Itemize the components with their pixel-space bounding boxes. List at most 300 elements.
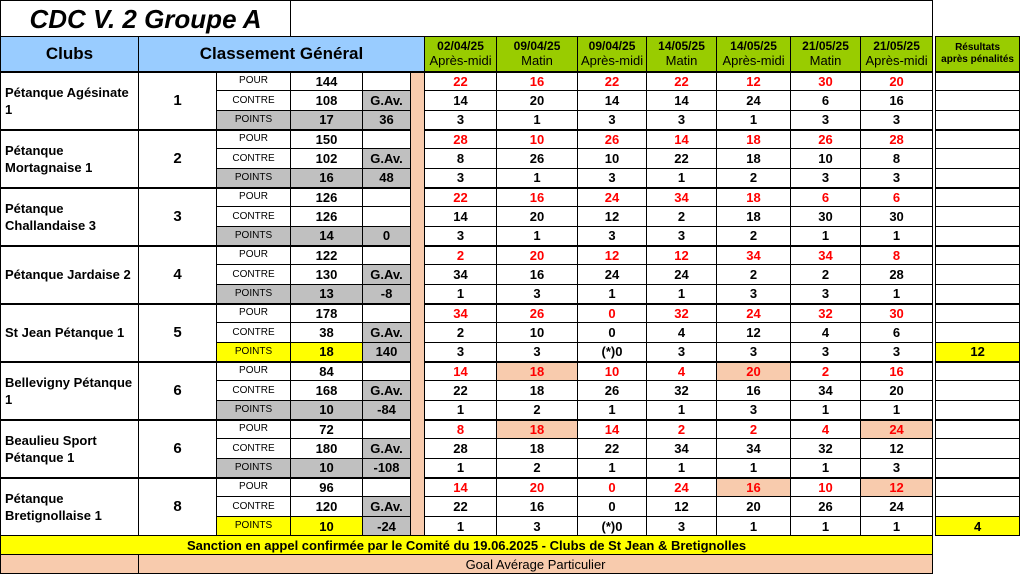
team-7-contre-total: 180 <box>291 439 363 459</box>
round-6-header <box>791 37 861 72</box>
team-8-round-2-points: 3 <box>497 517 578 536</box>
team-8-gav-label: G.Av. <box>363 497 411 517</box>
team-3-round-4-contre: 2 <box>647 207 717 227</box>
team-4-round-3-pour: 12 <box>578 246 647 265</box>
round-2-session: Matin <box>521 53 553 69</box>
team-4-pour-label: POUR <box>217 246 291 265</box>
team-2-round-6-points: 3 <box>791 169 861 188</box>
team-6-rank: 6 <box>139 362 217 420</box>
team-5-round-4-points: 3 <box>647 343 717 362</box>
team-2-round-2-contre: 26 <box>497 149 578 169</box>
team-6-gav-blank <box>363 362 411 381</box>
team-3-round-7-pour: 6 <box>861 188 933 207</box>
team-2-round-7-pour: 28 <box>861 130 933 149</box>
team-1-round-6-pour: 30 <box>791 72 861 91</box>
team-5-rank: 5 <box>139 304 217 362</box>
team-1-round-2-pour: 16 <box>497 72 578 91</box>
team-8-round-1-contre: 22 <box>425 497 497 517</box>
team-7-round-6-contre: 32 <box>791 439 861 459</box>
team-5-points-total: 18 <box>291 343 363 362</box>
team-5-round-5-points: 3 <box>717 343 791 362</box>
team-7-round-2-contre: 18 <box>497 439 578 459</box>
team-5-contre-total: 38 <box>291 323 363 343</box>
round-4-date: 14/05/25 <box>658 39 705 54</box>
team-4-rank: 4 <box>139 246 217 304</box>
team-1-round-4-points: 3 <box>647 111 717 130</box>
team-1-round-6-contre: 6 <box>791 91 861 111</box>
team-1-pour-total: 144 <box>291 72 363 91</box>
team-7-gav-label: G.Av. <box>363 439 411 459</box>
team-5-round-1-contre: 2 <box>425 323 497 343</box>
team-2-goal-average: 48 <box>363 169 411 188</box>
team-2-round-5-points: 2 <box>717 169 791 188</box>
team-8-round-7-contre: 24 <box>861 497 933 517</box>
team-6-round-6-pour: 2 <box>791 362 861 381</box>
team-8-round-2-pour: 20 <box>497 478 578 497</box>
team-5-contre-label: CONTRE <box>217 323 291 343</box>
team-3-round-7-points: 1 <box>861 227 933 246</box>
team-7-round-4-pour: 2 <box>647 420 717 439</box>
team-1-round-4-contre: 14 <box>647 91 717 111</box>
round-1-date: 02/04/25 <box>437 39 484 54</box>
team-4-penalty-result-points <box>936 285 1020 304</box>
sanction-note: Sanction en appel confirmée par le Comité du 19.06.2025 - Clubs de St Jean & Bretignolles <box>1 536 933 555</box>
team-2-round-5-contre: 18 <box>717 149 791 169</box>
team-2-round-4-points: 1 <box>647 169 717 188</box>
team-5-round-5-contre: 12 <box>717 323 791 343</box>
sanction-empty-area <box>933 536 1020 555</box>
team-3-round-5-contre: 18 <box>717 207 791 227</box>
round-5-date: 14/05/25 <box>730 39 777 54</box>
team-2-round-4-pour: 14 <box>647 130 717 149</box>
team-3-round-5-pour: 18 <box>717 188 791 207</box>
team-6-contre-label: CONTRE <box>217 381 291 401</box>
team-5-gav-label: G.Av. <box>363 323 411 343</box>
team-5-round-6-pour: 32 <box>791 304 861 323</box>
team-7-club-name: Beaulieu Sport Pétanque 1 <box>1 420 139 478</box>
team-5-club-name: St Jean Pétanque 1 <box>1 304 139 362</box>
round-6-date: 21/05/25 <box>802 39 849 54</box>
team-4-club-name: Pétanque Jardaise 2 <box>1 246 139 304</box>
team-7-round-5-pour: 2 <box>717 420 791 439</box>
team-4-round-2-points: 3 <box>497 285 578 304</box>
team-5-goal-average: 140 <box>363 343 411 362</box>
team-6-round-1-points: 1 <box>425 401 497 420</box>
footer-body <box>1 536 1020 574</box>
team-8-penalty-result-contre <box>936 497 1020 517</box>
team-4-round-5-pour: 34 <box>717 246 791 265</box>
team-3-goal-average: 0 <box>363 227 411 246</box>
team-3-round-6-contre: 30 <box>791 207 861 227</box>
team-8-gav-blank <box>363 478 411 497</box>
team-8-round-6-contre: 26 <box>791 497 861 517</box>
team-3-gav-blank <box>363 188 411 207</box>
team-4-contre-label: CONTRE <box>217 265 291 285</box>
team-3-contre-total: 126 <box>291 207 363 227</box>
team-3-round-1-points: 3 <box>425 227 497 246</box>
team-4-round-5-points: 3 <box>717 285 791 304</box>
sheet-title: CDC V. 2 Groupe A <box>1 1 291 37</box>
team-3-round-1-pour: 22 <box>425 188 497 207</box>
team-5-penalty-result-pour <box>936 304 1020 323</box>
team-5-round-6-points: 3 <box>791 343 861 362</box>
team-7-points-total: 10 <box>291 459 363 478</box>
team-1-points-label: POINTS <box>217 111 291 130</box>
team-7-round-5-contre: 34 <box>717 439 791 459</box>
team-2-round-7-points: 3 <box>861 169 933 188</box>
team-1-round-6-points: 3 <box>791 111 861 130</box>
team-8-round-2-contre: 16 <box>497 497 578 517</box>
goal-average-empty-area <box>933 555 1020 574</box>
team-3-round-2-points: 1 <box>497 227 578 246</box>
team-2-round-6-pour: 26 <box>791 130 861 149</box>
team-2-contre-label: CONTRE <box>217 149 291 169</box>
team-1-contre-label: CONTRE <box>217 91 291 111</box>
team-5-pour-total: 178 <box>291 304 363 323</box>
team-6-round-3-contre: 26 <box>578 381 647 401</box>
team-5-round-2-pour: 26 <box>497 304 578 323</box>
team-1-round-1-pour: 22 <box>425 72 497 91</box>
team-4-points-label: POINTS <box>217 285 291 304</box>
team-4-round-7-points: 1 <box>861 285 933 304</box>
round-5-header <box>717 37 791 72</box>
team-7-points-label: POINTS <box>217 459 291 478</box>
team-6-pour-label: POUR <box>217 362 291 381</box>
team-3-round-4-pour: 34 <box>647 188 717 207</box>
team-5-pour-label: POUR <box>217 304 291 323</box>
team-7-penalty-result-points <box>936 459 1020 478</box>
team-2-points-total: 16 <box>291 169 363 188</box>
team-5-round-7-pour: 30 <box>861 304 933 323</box>
title-blank-box <box>291 1 933 37</box>
team-4-round-3-points: 1 <box>578 285 647 304</box>
team-1-round-3-pour: 22 <box>578 72 647 91</box>
team-7-round-1-pour: 8 <box>425 420 497 439</box>
goal-average-note: Goal Avérage Particulier <box>139 555 933 574</box>
team-4-pour-row <box>1 246 1020 265</box>
team-8-round-1-points: 1 <box>425 517 497 536</box>
team-3-round-3-pour: 24 <box>578 188 647 207</box>
team-8-round-4-points: 3 <box>647 517 717 536</box>
team-4-round-6-contre: 2 <box>791 265 861 285</box>
team-1-round-5-points: 1 <box>717 111 791 130</box>
team-8-round-3-contre: 0 <box>578 497 647 517</box>
team-8-pour-label: POUR <box>217 478 291 497</box>
team-1-round-7-contre: 16 <box>861 91 933 111</box>
team-3-round-6-pour: 6 <box>791 188 861 207</box>
team-8-rank: 8 <box>139 478 217 536</box>
title-empty-area <box>933 1 1020 37</box>
team-1-round-3-contre: 14 <box>578 91 647 111</box>
team-4-goal-average: -8 <box>363 285 411 304</box>
team-8-penalty-result-pour <box>936 478 1020 497</box>
team-5-round-7-points: 3 <box>861 343 933 362</box>
penalty-results-header <box>936 37 1020 72</box>
team-5-round-7-contre: 6 <box>861 323 933 343</box>
team-6-round-6-points: 1 <box>791 401 861 420</box>
team-8-round-4-pour: 24 <box>647 478 717 497</box>
team-2-penalty-result-contre <box>936 149 1020 169</box>
team-6-round-2-points: 2 <box>497 401 578 420</box>
clubs-header: Clubs <box>1 37 139 72</box>
goal-average-row <box>1 555 1020 574</box>
header-row <box>1 37 1020 72</box>
team-5-round-5-pour: 24 <box>717 304 791 323</box>
team-2-round-7-contre: 8 <box>861 149 933 169</box>
team-8-goal-average: -24 <box>363 517 411 536</box>
team-4-points-total: 13 <box>291 285 363 304</box>
team-5-round-3-pour: 0 <box>578 304 647 323</box>
round-7-date: 21/05/25 <box>873 39 920 54</box>
team-3-pour-label: POUR <box>217 188 291 207</box>
team-7-round-5-points: 1 <box>717 459 791 478</box>
team-2-pour-row <box>1 130 1020 149</box>
team-4-round-4-points: 1 <box>647 285 717 304</box>
team-8-round-4-contre: 12 <box>647 497 717 517</box>
team-1-round-2-contre: 20 <box>497 91 578 111</box>
team-4-round-6-points: 3 <box>791 285 861 304</box>
team-7-rank: 6 <box>139 420 217 478</box>
team-7-goal-average: -108 <box>363 459 411 478</box>
team-2-penalty-result-pour <box>936 130 1020 149</box>
team-3-round-2-contre: 20 <box>497 207 578 227</box>
team-1-penalty-result-points <box>936 111 1020 130</box>
team-1-round-2-points: 1 <box>497 111 578 130</box>
team-7-round-3-contre: 22 <box>578 439 647 459</box>
team-3-round-3-contre: 12 <box>578 207 647 227</box>
team-3-penalty-result-contre <box>936 207 1020 227</box>
team-3-rank: 3 <box>139 188 217 246</box>
team-6-round-5-contre: 16 <box>717 381 791 401</box>
team-8-round-7-pour: 12 <box>861 478 933 497</box>
round-3-session: Après-midi <box>580 53 644 69</box>
team-3-round-3-points: 3 <box>578 227 647 246</box>
team-6-round-7-pour: 16 <box>861 362 933 381</box>
team-7-gav-blank <box>363 420 411 439</box>
team-1-round-1-contre: 14 <box>425 91 497 111</box>
team-4-round-2-pour: 20 <box>497 246 578 265</box>
round-2-header <box>497 37 578 72</box>
team-5-round-2-contre: 10 <box>497 323 578 343</box>
team-6-round-3-points: 1 <box>578 401 647 420</box>
team-4-round-1-contre: 34 <box>425 265 497 285</box>
team-8-points-label: POINTS <box>217 517 291 536</box>
team-2-round-2-pour: 10 <box>497 130 578 149</box>
team-6-round-4-contre: 32 <box>647 381 717 401</box>
team-5-round-1-points: 3 <box>425 343 497 362</box>
team-2-pour-total: 150 <box>291 130 363 149</box>
team-6-penalty-result-points <box>936 401 1020 420</box>
team-2-round-2-points: 1 <box>497 169 578 188</box>
team-4-penalty-result-pour <box>936 246 1020 265</box>
team-3-penalty-result-pour <box>936 188 1020 207</box>
team-7-round-6-points: 1 <box>791 459 861 478</box>
team-7-round-7-points: 3 <box>861 459 933 478</box>
team-4-contre-total: 130 <box>291 265 363 285</box>
team-5-round-6-contre: 4 <box>791 323 861 343</box>
round-5-session: Après-midi <box>722 53 785 69</box>
team-8-round-5-points: 1 <box>717 517 791 536</box>
round-4-header <box>647 37 717 72</box>
team-3-pour-total: 126 <box>291 188 363 207</box>
title-row <box>1 1 1020 37</box>
team-8-round-1-pour: 14 <box>425 478 497 497</box>
team-3-round-6-points: 1 <box>791 227 861 246</box>
team-8-round-6-pour: 10 <box>791 478 861 497</box>
team-8-round-5-pour: 16 <box>717 478 791 497</box>
goal-average-left-cell <box>1 555 139 574</box>
team-2-round-1-pour: 28 <box>425 130 497 149</box>
team-1-penalty-result-contre <box>936 91 1020 111</box>
team-7-round-1-contre: 28 <box>425 439 497 459</box>
team-8-points-total: 10 <box>291 517 363 536</box>
team-3-round-1-contre: 14 <box>425 207 497 227</box>
team-2-points-label: POINTS <box>217 169 291 188</box>
team-5-round-4-pour: 32 <box>647 304 717 323</box>
team-6-club-name: Bellevigny Pétanque 1 <box>1 362 139 420</box>
team-3-gav-label <box>363 207 411 227</box>
team-4-round-4-pour: 12 <box>647 246 717 265</box>
team-1-round-7-points: 3 <box>861 111 933 130</box>
team-1-round-7-pour: 20 <box>861 72 933 91</box>
team-7-round-6-pour: 4 <box>791 420 861 439</box>
team-6-round-1-contre: 22 <box>425 381 497 401</box>
team-8-club-name: Pétanque Bretignollaise 1 <box>1 478 139 536</box>
team-7-pour-label: POUR <box>217 420 291 439</box>
team-5-round-2-points: 3 <box>497 343 578 362</box>
team-6-round-2-contre: 18 <box>497 381 578 401</box>
team-4-penalty-result-contre <box>936 265 1020 285</box>
team-4-round-7-pour: 8 <box>861 246 933 265</box>
team-6-contre-total: 168 <box>291 381 363 401</box>
team-6-round-4-points: 1 <box>647 401 717 420</box>
team-6-round-1-pour: 14 <box>425 362 497 381</box>
team-1-club-name: Pétanque Agésinate 1 <box>1 72 139 130</box>
team-2-round-6-contre: 10 <box>791 149 861 169</box>
team-2-gav-blank <box>363 130 411 149</box>
sanction-row <box>1 536 1020 555</box>
team-3-contre-label: CONTRE <box>217 207 291 227</box>
team-6-round-2-pour: 18 <box>497 362 578 381</box>
team-6-penalty-result-pour <box>936 362 1020 381</box>
team-6-round-5-points: 3 <box>717 401 791 420</box>
round-1-header <box>425 37 497 72</box>
round-3-date: 09/04/25 <box>588 39 636 54</box>
team-4-pour-total: 122 <box>291 246 363 265</box>
team-4-round-7-contre: 28 <box>861 265 933 285</box>
team-5-round-4-contre: 4 <box>647 323 717 343</box>
team-7-round-7-contre: 12 <box>861 439 933 459</box>
team-1-rank: 1 <box>139 72 217 130</box>
team-2-round-4-contre: 22 <box>647 149 717 169</box>
team-7-round-4-points: 1 <box>647 459 717 478</box>
team-3-round-7-contre: 30 <box>861 207 933 227</box>
team-7-pour-total: 72 <box>291 420 363 439</box>
classement-general-header: Classement Général <box>139 37 425 72</box>
team-6-round-5-pour: 20 <box>717 362 791 381</box>
team-3-penalty-result-points <box>936 227 1020 246</box>
team-3-points-total: 14 <box>291 227 363 246</box>
team-1-points-total: 17 <box>291 111 363 130</box>
team-7-round-2-points: 2 <box>497 459 578 478</box>
team-8-round-6-points: 1 <box>791 517 861 536</box>
team-6-round-6-contre: 34 <box>791 381 861 401</box>
penalty-results-header-line-1: Résultats <box>955 41 1001 53</box>
team-6-round-7-points: 1 <box>861 401 933 420</box>
team-2-club-name: Pétanque Mortagnaise 1 <box>1 130 139 188</box>
team-2-round-3-contre: 10 <box>578 149 647 169</box>
standings-body <box>1 72 1020 536</box>
team-4-round-5-contre: 2 <box>717 265 791 285</box>
team-2-round-3-pour: 26 <box>578 130 647 149</box>
penalty-results-header-line-2: après pénalités <box>941 53 1014 65</box>
team-5-points-label: POINTS <box>217 343 291 362</box>
team-7-round-7-pour: 24 <box>861 420 933 439</box>
team-6-points-label: POINTS <box>217 401 291 420</box>
team-1-gav-blank <box>363 72 411 91</box>
team-5-pour-row <box>1 304 1020 323</box>
team-7-round-1-points: 1 <box>425 459 497 478</box>
team-6-round-4-pour: 4 <box>647 362 717 381</box>
round-1-session: Après-midi <box>429 53 492 69</box>
team-4-gav-blank <box>363 246 411 265</box>
team-6-points-total: 10 <box>291 401 363 420</box>
team-8-contre-total: 120 <box>291 497 363 517</box>
round-3-header <box>578 37 647 72</box>
team-6-round-7-contre: 20 <box>861 381 933 401</box>
team-1-pour-label: POUR <box>217 72 291 91</box>
team-8-round-5-contre: 20 <box>717 497 791 517</box>
team-6-goal-average: -84 <box>363 401 411 420</box>
team-2-pour-label: POUR <box>217 130 291 149</box>
round-7-header <box>861 37 933 72</box>
team-1-round-5-contre: 24 <box>717 91 791 111</box>
team-4-round-2-contre: 16 <box>497 265 578 285</box>
team-4-round-1-pour: 2 <box>425 246 497 265</box>
team-2-rank: 2 <box>139 130 217 188</box>
team-6-pour-row <box>1 362 1020 381</box>
round-7-session: Après-midi <box>865 53 928 69</box>
team-1-round-3-points: 3 <box>578 111 647 130</box>
team-6-gav-label: G.Av. <box>363 381 411 401</box>
team-1-goal-average: 36 <box>363 111 411 130</box>
team-1-gav-label: G.Av. <box>363 91 411 111</box>
team-4-round-4-contre: 24 <box>647 265 717 285</box>
team-2-gav-label: G.Av. <box>363 149 411 169</box>
team-8-contre-label: CONTRE <box>217 497 291 517</box>
team-8-round-7-points: 1 <box>861 517 933 536</box>
team-7-round-2-pour: 18 <box>497 420 578 439</box>
team-3-club-name: Pétanque Challandaise 3 <box>1 188 139 246</box>
round-2-date: 09/04/25 <box>513 39 561 54</box>
team-1-round-5-pour: 12 <box>717 72 791 91</box>
team-1-pour-row <box>1 72 1020 91</box>
team-2-round-5-pour: 18 <box>717 130 791 149</box>
team-7-pour-row <box>1 420 1020 439</box>
team-4-round-1-points: 1 <box>425 285 497 304</box>
round-4-session: Matin <box>665 53 698 69</box>
team-5-round-3-points: (*)0 <box>578 343 647 362</box>
team-4-round-6-pour: 34 <box>791 246 861 265</box>
team-3-pour-row <box>1 188 1020 207</box>
team-2-round-1-points: 3 <box>425 169 497 188</box>
team-7-penalty-result-contre <box>936 439 1020 459</box>
team-8-pour-total: 96 <box>291 478 363 497</box>
round-6-session: Matin <box>809 53 842 69</box>
team-3-round-4-points: 3 <box>647 227 717 246</box>
team-1-round-1-points: 3 <box>425 111 497 130</box>
team-8-penalty-result-points: 4 <box>936 517 1020 536</box>
